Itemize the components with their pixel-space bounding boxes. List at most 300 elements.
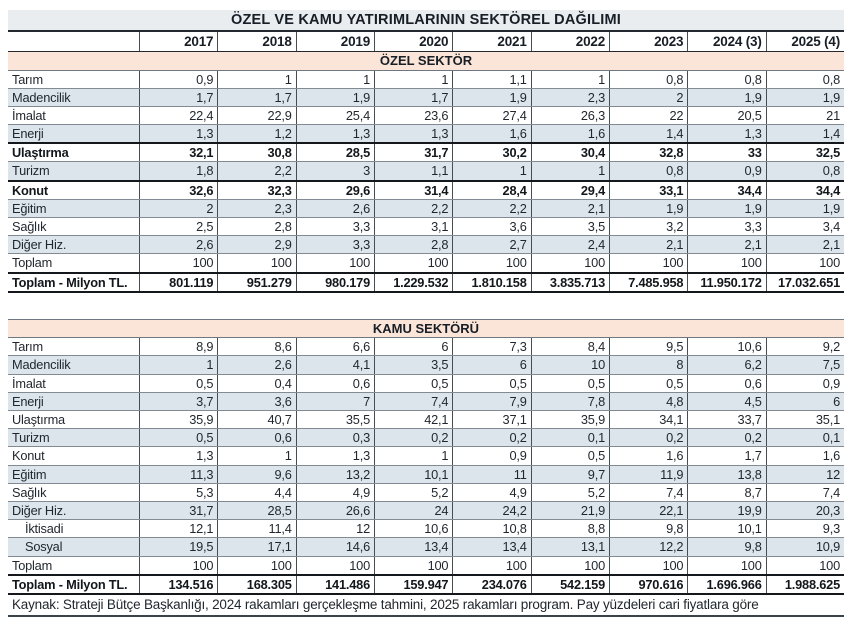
row-label: Ulaştırma bbox=[12, 145, 69, 161]
table-title: ÖZEL VE KAMU YATIRIMLARININ SEKTÖREL DAĞILIMI bbox=[8, 10, 844, 32]
value-cell: 2,8 bbox=[374, 236, 452, 253]
value-cell: 35,1 bbox=[766, 411, 844, 428]
row-label: Madencilik bbox=[12, 89, 71, 105]
year-header-cell: 2023 bbox=[609, 32, 687, 51]
value-cell: 0,5 bbox=[139, 375, 217, 392]
value-cell: 19,5 bbox=[139, 538, 217, 555]
value-cell: 1.229.532 bbox=[374, 274, 452, 291]
value-cell: 100 bbox=[374, 557, 452, 574]
table-row bbox=[8, 502, 844, 520]
value-cell: 22,9 bbox=[217, 107, 295, 124]
value-cell: 2,9 bbox=[217, 236, 295, 253]
value-cell: 1 bbox=[374, 71, 452, 88]
value-cell: 2 bbox=[609, 89, 687, 106]
table-row bbox=[8, 356, 844, 374]
row-label: Tarım bbox=[12, 71, 43, 87]
value-cell: 10 bbox=[531, 356, 609, 373]
value-cell: 10,6 bbox=[687, 338, 765, 355]
row-label: Sağlık bbox=[12, 219, 47, 234]
value-cell: 9,5 bbox=[609, 338, 687, 355]
value-cell: 1,8 bbox=[139, 162, 217, 179]
value-cell: 2,6 bbox=[296, 200, 374, 217]
table-row bbox=[8, 89, 844, 107]
value-cell: 1,6 bbox=[531, 125, 609, 142]
row-label: Madencilik bbox=[12, 357, 71, 373]
value-cell: 10,1 bbox=[374, 466, 452, 483]
value-cell: 4,5 bbox=[687, 393, 765, 410]
value-cell: 3,6 bbox=[452, 218, 530, 235]
value-cell: 0,4 bbox=[217, 375, 295, 392]
year-header-cell: 2020 bbox=[374, 32, 452, 51]
value-cell: 31,4 bbox=[374, 182, 452, 199]
value-cell: 7,3 bbox=[452, 338, 530, 355]
value-cell: 1,6 bbox=[766, 447, 844, 464]
value-cell: 100 bbox=[531, 254, 609, 271]
value-cell: 33,1 bbox=[609, 182, 687, 199]
value-cell: 2,2 bbox=[217, 162, 295, 179]
value-cell: 3,2 bbox=[609, 218, 687, 235]
value-cell: 2,6 bbox=[139, 236, 217, 253]
value-cell: 100 bbox=[217, 557, 295, 574]
value-cell: 7 bbox=[296, 393, 374, 410]
value-cell: 1 bbox=[531, 71, 609, 88]
value-cell: 26,3 bbox=[531, 107, 609, 124]
value-cell: 4,9 bbox=[296, 484, 374, 501]
value-cell: 100 bbox=[296, 557, 374, 574]
value-cell: 2,8 bbox=[217, 218, 295, 235]
value-cell: 30,8 bbox=[217, 144, 295, 161]
table-row bbox=[8, 338, 844, 356]
value-cell: 1,3 bbox=[139, 125, 217, 142]
value-cell: 1,3 bbox=[139, 447, 217, 464]
row-label: Toplam - Milyon TL. bbox=[12, 576, 128, 592]
value-cell: 1,7 bbox=[374, 89, 452, 106]
value-cell: 0,1 bbox=[766, 429, 844, 446]
value-cell: 2,4 bbox=[531, 236, 609, 253]
value-cell: 0,8 bbox=[609, 71, 687, 88]
value-cell: 0,8 bbox=[687, 71, 765, 88]
value-cell: 0,2 bbox=[687, 429, 765, 446]
value-cell: 0,6 bbox=[687, 375, 765, 392]
row-label: Toplam - Milyon TL. bbox=[12, 274, 128, 290]
value-cell: 1,3 bbox=[296, 447, 374, 464]
value-cell: 1,9 bbox=[766, 89, 844, 106]
value-cell: 1,7 bbox=[687, 447, 765, 464]
value-cell: 100 bbox=[766, 254, 844, 271]
value-cell: 234.076 bbox=[452, 576, 530, 593]
value-cell: 3.835.713 bbox=[531, 274, 609, 291]
row-label: Eğitim bbox=[12, 466, 47, 482]
value-cell: 0,5 bbox=[139, 429, 217, 446]
value-cell: 22,1 bbox=[609, 502, 687, 519]
value-cell: 11 bbox=[452, 466, 530, 483]
value-cell: 31,7 bbox=[139, 502, 217, 519]
value-cell: 0,9 bbox=[766, 375, 844, 392]
value-cell: 100 bbox=[531, 557, 609, 574]
value-cell: 8,6 bbox=[217, 338, 295, 355]
value-cell: 6 bbox=[766, 393, 844, 410]
value-cell: 6 bbox=[452, 356, 530, 373]
value-cell: 35,5 bbox=[296, 411, 374, 428]
value-cell: 32,6 bbox=[139, 182, 217, 199]
year-header-cell: 2021 bbox=[452, 32, 530, 51]
value-cell: 4,4 bbox=[217, 484, 295, 501]
value-cell: 1,9 bbox=[452, 89, 530, 106]
value-cell: 3,4 bbox=[766, 218, 844, 235]
value-cell: 1,3 bbox=[687, 125, 765, 142]
value-cell: 12,2 bbox=[609, 538, 687, 555]
value-cell: 33 bbox=[687, 144, 765, 161]
value-cell: 10,9 bbox=[766, 538, 844, 555]
value-cell: 32,8 bbox=[609, 144, 687, 161]
value-cell: 100 bbox=[766, 557, 844, 574]
value-cell: 35,9 bbox=[139, 411, 217, 428]
value-cell: 28,5 bbox=[217, 502, 295, 519]
row-label: İktisadi bbox=[25, 521, 64, 537]
value-cell: 7,4 bbox=[609, 484, 687, 501]
year-header-row bbox=[8, 32, 844, 52]
value-cell: 3,3 bbox=[687, 218, 765, 235]
row-label: Konut bbox=[12, 182, 48, 198]
value-cell: 1 bbox=[217, 71, 295, 88]
value-cell: 17.032.651 bbox=[766, 274, 844, 291]
value-cell: 0,5 bbox=[452, 375, 530, 392]
value-cell: 13,8 bbox=[687, 466, 765, 483]
row-label: Turizm bbox=[12, 163, 50, 179]
value-cell: 2,1 bbox=[531, 200, 609, 217]
value-cell: 1.810.158 bbox=[452, 274, 530, 291]
value-cell: 28,4 bbox=[452, 182, 530, 199]
value-cell: 37,1 bbox=[452, 411, 530, 428]
value-cell: 100 bbox=[609, 557, 687, 574]
section-header: KAMU SEKTÖRÜ bbox=[8, 320, 844, 339]
value-cell: 9,8 bbox=[609, 520, 687, 537]
row-label: İmalat bbox=[12, 107, 46, 123]
row-label: Ulaştırma bbox=[12, 412, 65, 427]
row-label: Diğer Hiz. bbox=[12, 502, 67, 518]
year-header-cell: 2024 (3) bbox=[687, 32, 765, 51]
value-cell: 542.159 bbox=[531, 576, 609, 593]
value-cell: 32,5 bbox=[766, 144, 844, 161]
table-row bbox=[8, 180, 844, 200]
table-row bbox=[8, 236, 844, 254]
value-cell: 1 bbox=[531, 162, 609, 179]
value-cell: 3,1 bbox=[374, 218, 452, 235]
value-cell: 14,6 bbox=[296, 538, 374, 555]
value-cell: 6 bbox=[374, 338, 452, 355]
value-cell: 21 bbox=[766, 107, 844, 124]
value-cell: 3,7 bbox=[139, 393, 217, 410]
value-cell: 3,3 bbox=[296, 236, 374, 253]
value-cell: 10,1 bbox=[687, 520, 765, 537]
value-cell: 1,7 bbox=[139, 89, 217, 106]
value-cell: 23,6 bbox=[374, 107, 452, 124]
value-cell: 2,1 bbox=[609, 236, 687, 253]
table-row bbox=[8, 375, 844, 393]
row-label: Diğer Hiz. bbox=[12, 237, 67, 253]
value-cell: 35,9 bbox=[531, 411, 609, 428]
value-cell: 8,9 bbox=[139, 338, 217, 355]
value-cell: 2,6 bbox=[217, 356, 295, 373]
value-cell: 1,4 bbox=[609, 125, 687, 142]
value-cell: 970.616 bbox=[609, 576, 687, 593]
table-row bbox=[8, 520, 844, 538]
table-sections bbox=[8, 52, 844, 595]
value-cell: 0,9 bbox=[139, 71, 217, 88]
value-cell: 4,9 bbox=[452, 484, 530, 501]
year-header-blank-cell bbox=[8, 32, 139, 51]
table-row bbox=[8, 484, 844, 502]
value-cell: 34,1 bbox=[609, 411, 687, 428]
value-cell: 1,9 bbox=[687, 200, 765, 217]
value-cell: 13,4 bbox=[374, 538, 452, 555]
value-cell: 100 bbox=[452, 557, 530, 574]
row-label: İmalat bbox=[12, 375, 46, 391]
value-cell: 141.486 bbox=[296, 576, 374, 593]
value-cell: 168.305 bbox=[217, 576, 295, 593]
value-cell: 7,5 bbox=[766, 356, 844, 373]
row-label: Tarım bbox=[12, 339, 43, 355]
value-cell: 8,8 bbox=[531, 520, 609, 537]
value-cell: 9,6 bbox=[217, 466, 295, 483]
table-row bbox=[8, 218, 844, 236]
value-cell: 1.696.966 bbox=[687, 576, 765, 593]
table-row bbox=[8, 125, 844, 143]
value-cell: 0,3 bbox=[296, 429, 374, 446]
value-cell: 980.179 bbox=[296, 274, 374, 291]
value-cell: 42,1 bbox=[374, 411, 452, 428]
table-row bbox=[8, 574, 844, 595]
table-row bbox=[8, 142, 844, 162]
value-cell: 10,8 bbox=[452, 520, 530, 537]
value-cell: 8,4 bbox=[531, 338, 609, 355]
value-cell: 100 bbox=[452, 254, 530, 271]
value-cell: 12,1 bbox=[139, 520, 217, 537]
value-cell: 1,2 bbox=[217, 125, 295, 142]
value-cell: 1,9 bbox=[687, 89, 765, 106]
value-cell: 22 bbox=[609, 107, 687, 124]
value-cell: 100 bbox=[139, 254, 217, 271]
year-header-cell: 2018 bbox=[217, 32, 295, 51]
value-cell: 2,1 bbox=[766, 236, 844, 253]
value-cell: 0,9 bbox=[687, 162, 765, 179]
value-cell: 1 bbox=[139, 356, 217, 373]
value-cell: 1,4 bbox=[766, 125, 844, 142]
value-cell: 3,6 bbox=[217, 393, 295, 410]
value-cell: 1,1 bbox=[374, 162, 452, 179]
value-cell: 4,1 bbox=[296, 356, 374, 373]
value-cell: 0,5 bbox=[531, 447, 609, 464]
value-cell: 25,4 bbox=[296, 107, 374, 124]
value-cell: 27,4 bbox=[452, 107, 530, 124]
value-cell: 100 bbox=[217, 254, 295, 271]
value-cell: 2,7 bbox=[452, 236, 530, 253]
value-cell: 9,8 bbox=[687, 538, 765, 555]
value-cell: 2,2 bbox=[374, 200, 452, 217]
value-cell: 0,9 bbox=[452, 447, 530, 464]
value-cell: 0,8 bbox=[766, 162, 844, 179]
row-label: Enerji bbox=[12, 393, 44, 409]
year-header-cell: 2025 (4) bbox=[766, 32, 844, 51]
value-cell: 20,3 bbox=[766, 502, 844, 519]
value-cell: 12 bbox=[766, 466, 844, 483]
value-cell: 26,6 bbox=[296, 502, 374, 519]
value-cell: 8 bbox=[609, 356, 687, 373]
value-cell: 32,3 bbox=[217, 182, 295, 199]
value-cell: 29,6 bbox=[296, 182, 374, 199]
value-cell: 0,6 bbox=[296, 375, 374, 392]
table-row bbox=[8, 71, 844, 89]
value-cell: 11,3 bbox=[139, 466, 217, 483]
value-cell: 30,2 bbox=[452, 144, 530, 161]
value-cell: 0,2 bbox=[452, 429, 530, 446]
source-note: Kaynak: Strateji Bütçe Başkanlığı, 2024 rakamları gerçekleşme tahmini, 2025 rakamları program. Pay yüzdeleri cari fiyatlara göre bbox=[8, 595, 844, 617]
row-label: Turizm bbox=[12, 430, 50, 446]
table-row bbox=[8, 429, 844, 447]
value-cell: 24,2 bbox=[452, 502, 530, 519]
value-cell: 1,3 bbox=[296, 125, 374, 142]
value-cell: 0,1 bbox=[531, 429, 609, 446]
section-gap bbox=[8, 293, 844, 319]
row-label: Konut bbox=[12, 448, 45, 464]
value-cell: 1,9 bbox=[766, 200, 844, 217]
value-cell: 4,8 bbox=[609, 393, 687, 410]
row-label: Enerji bbox=[12, 126, 44, 142]
value-cell: 7,8 bbox=[531, 393, 609, 410]
value-cell: 10,6 bbox=[374, 520, 452, 537]
value-cell: 1,6 bbox=[452, 125, 530, 142]
value-cell: 100 bbox=[609, 254, 687, 271]
value-cell: 8,7 bbox=[687, 484, 765, 501]
value-cell: 2,3 bbox=[531, 89, 609, 106]
value-cell: 1,1 bbox=[452, 71, 530, 88]
value-cell: 20,5 bbox=[687, 107, 765, 124]
row-label: Eğitim bbox=[12, 200, 47, 216]
value-cell: 3,5 bbox=[374, 356, 452, 373]
row-label: Toplam bbox=[12, 557, 53, 573]
value-cell: 3,5 bbox=[531, 218, 609, 235]
value-cell: 9,3 bbox=[766, 520, 844, 537]
value-cell: 21,9 bbox=[531, 502, 609, 519]
value-cell: 0,2 bbox=[609, 429, 687, 446]
value-cell: 19,9 bbox=[687, 502, 765, 519]
value-cell: 951.279 bbox=[217, 274, 295, 291]
value-cell: 100 bbox=[687, 557, 765, 574]
value-cell: 1,6 bbox=[609, 447, 687, 464]
row-label: Sosyal bbox=[25, 539, 63, 555]
value-cell: 34,4 bbox=[687, 182, 765, 199]
value-cell: 2,1 bbox=[687, 236, 765, 253]
value-cell: 9,2 bbox=[766, 338, 844, 355]
value-cell: 3 bbox=[296, 162, 374, 179]
value-cell: 2,2 bbox=[452, 200, 530, 217]
value-cell: 30,4 bbox=[531, 144, 609, 161]
value-cell: 22,4 bbox=[139, 107, 217, 124]
value-cell: 6,2 bbox=[687, 356, 765, 373]
value-cell: 2,3 bbox=[217, 200, 295, 217]
value-cell: 17,1 bbox=[217, 538, 295, 555]
value-cell: 801.119 bbox=[139, 274, 217, 291]
value-cell: 1.988.625 bbox=[766, 576, 844, 593]
row-label: Sağlık bbox=[12, 484, 47, 500]
value-cell: 1 bbox=[296, 71, 374, 88]
value-cell: 13,2 bbox=[296, 466, 374, 483]
value-cell: 7.485.958 bbox=[609, 274, 687, 291]
value-cell: 0,8 bbox=[609, 162, 687, 179]
value-cell: 1,7 bbox=[217, 89, 295, 106]
value-cell: 11,4 bbox=[217, 520, 295, 537]
value-cell: 3,3 bbox=[296, 218, 374, 235]
value-cell: 32,1 bbox=[139, 144, 217, 161]
table-row bbox=[8, 200, 844, 218]
value-cell: 1 bbox=[452, 162, 530, 179]
value-cell: 5,3 bbox=[139, 484, 217, 501]
value-cell: 11.950.172 bbox=[687, 274, 765, 291]
value-cell: 11,9 bbox=[609, 466, 687, 483]
value-cell: 0,5 bbox=[609, 375, 687, 392]
table-row bbox=[8, 538, 844, 556]
table-row bbox=[8, 254, 844, 272]
table-row bbox=[8, 107, 844, 125]
value-cell: 12 bbox=[296, 520, 374, 537]
value-cell: 1,9 bbox=[296, 89, 374, 106]
section-header: ÖZEL SEKTÖR bbox=[8, 52, 844, 71]
value-cell: 24 bbox=[374, 502, 452, 519]
value-cell: 1 bbox=[374, 447, 452, 464]
table-row bbox=[8, 411, 844, 429]
value-cell: 100 bbox=[296, 254, 374, 271]
value-cell: 1,9 bbox=[609, 200, 687, 217]
row-label: Toplam bbox=[12, 255, 53, 271]
table-row bbox=[8, 162, 844, 180]
table-row bbox=[8, 466, 844, 484]
value-cell: 40,7 bbox=[217, 411, 295, 428]
value-cell: 7,9 bbox=[452, 393, 530, 410]
value-cell: 1 bbox=[217, 447, 295, 464]
value-cell: 100 bbox=[687, 254, 765, 271]
value-cell: 9,7 bbox=[531, 466, 609, 483]
value-cell: 6,6 bbox=[296, 338, 374, 355]
value-cell: 34,4 bbox=[766, 182, 844, 199]
value-cell: 33,7 bbox=[687, 411, 765, 428]
value-cell: 29,4 bbox=[531, 182, 609, 199]
value-cell: 134.516 bbox=[139, 576, 217, 593]
value-cell: 7,4 bbox=[374, 393, 452, 410]
table-row bbox=[8, 393, 844, 411]
year-header-cell: 2019 bbox=[296, 32, 374, 51]
value-cell: 0,5 bbox=[374, 375, 452, 392]
year-header-cell: 2017 bbox=[139, 32, 217, 51]
table-row bbox=[8, 447, 844, 465]
table-row bbox=[8, 272, 844, 293]
value-cell: 5,2 bbox=[531, 484, 609, 501]
value-cell: 2,5 bbox=[139, 218, 217, 235]
value-cell: 0,8 bbox=[766, 71, 844, 88]
value-cell: 0,5 bbox=[531, 375, 609, 392]
value-cell: 7,4 bbox=[766, 484, 844, 501]
value-cell: 1,3 bbox=[374, 125, 452, 142]
value-cell: 100 bbox=[139, 557, 217, 574]
value-cell: 13,1 bbox=[531, 538, 609, 555]
value-cell: 13,4 bbox=[452, 538, 530, 555]
value-cell: 0,2 bbox=[374, 429, 452, 446]
value-cell: 2 bbox=[139, 200, 217, 217]
value-cell: 0,6 bbox=[217, 429, 295, 446]
table-row bbox=[8, 557, 844, 575]
value-cell: 5,2 bbox=[374, 484, 452, 501]
year-header-cell: 2022 bbox=[531, 32, 609, 51]
value-cell: 159.947 bbox=[374, 576, 452, 593]
